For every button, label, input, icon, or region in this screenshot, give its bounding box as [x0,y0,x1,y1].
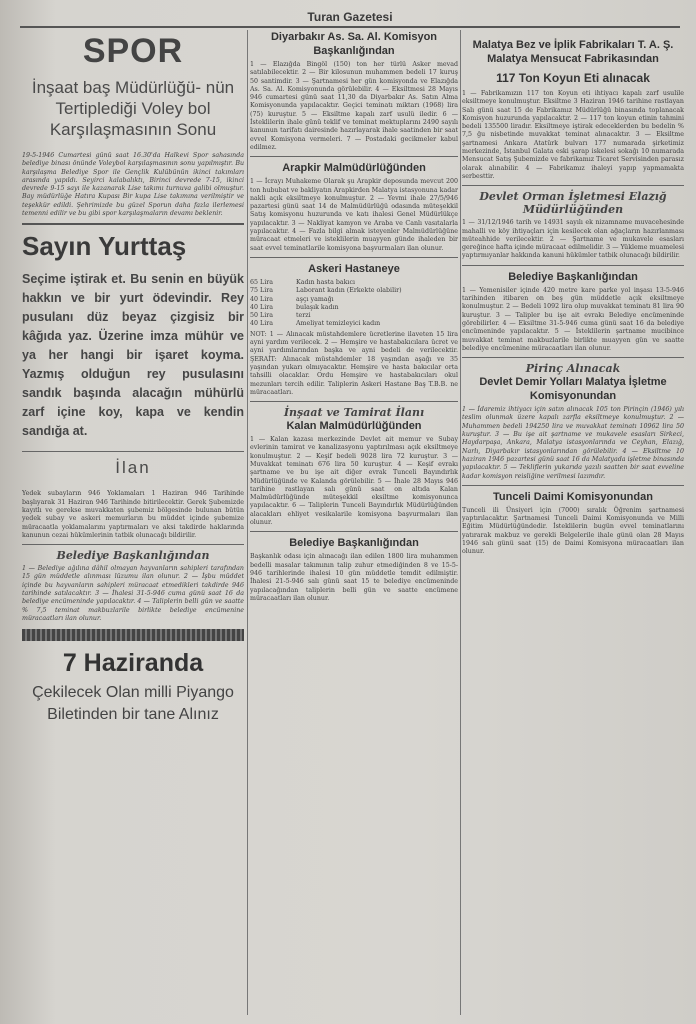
kalan-article: 1 — Kalan kazası merkezinde Devlet ait memur ve Subay evlerinin tamirat ve kanalizasyonu yaptırılması açık eksiltmeye konulmuştur. 2 — Keşif bedeli 9028 lira 72 kuruştur. 3 — Muvakkat teminatı 676 lira 50 kuruştur. 4 — Keşif evrakı şartname ve bu işe ait diğer evrak Tunceli Bayındırlık Müdürlüğünde ve Kalanda görülebilir. 5 — İhale 28 Mayıs 946 tarihine rastlayan salı günü saat on altıda Kalan Malmüdürlüğünde müteşekkil eksiltme komisyonunca yapılacaktır. 6 — Taliplerin Tunceli Bayındırlık Müdürlüğünden alacakları ehliyet vesikalarile komisyona başvurmaları ilan olunur. [250,436,458,527]
belediye3-heading: Belediye Başkanlığından [508,270,638,283]
diyarbakir-heading: Diyarbakır As. Sa. Al. Komisyon Başkanlığından [270,31,438,57]
spor-article: 19-5-1946 Cumartesi günü saat 16.30'da Halkevi Spor sahasında belediye binası önünde Voleybol karşılaşmasının sonu yapılmıştır. Bu karşılaşma Belediye Spor ile Gençlik Kulübünün ikinci takımları arasında yapıldı. Seyirci kalabalıktı, Birinci devrede 7-15, ikinci devrede 9-15 sayı ile kazanarak Lise takımı turnuva galibi olmuştur. Bay müdürlüğe Hatıra Kupası Bir kupa Lise takımına verilmiştir ve teşekkür edildi. Şehrimizde bu güzel Sporun daha fazla ilerlemesi temenni edilir ve bu gibi spor karşılaşmaların devamı beklenir. [22,152,244,218]
belediye2-heading: Belediye Başkanlığından [289,537,419,550]
column-divider [247,30,248,1015]
price-position: Ameliyat temizleyici kadın [296,320,381,328]
askeri-price-list [250,279,458,329]
malatya-article: 1 — Fabrikamızın 117 ton Koyun eti ihtiyacı kapalı zarf usulile eksiltmeye konulmuştur. Eksiltme 3 Haziran 1946 tarihine rastlayan Salı günü saat 15 de Fabrikamız Müdürlüğü binasında toplanacak Komisyon huzurunda yapılacaktır. 2 — 117 ton koyun etinin tahmini bedeli 135500 liradır. Eksiltmeye iştirak edeceklerden bu bedelin % 7,5 ğu nisbetinde muvakkat teminat alınacaktır. 3 — Eksiltme şartnamesi Ankara Atatürk bulvarı 177 numarada şirketimiz merkezinde, İstanbul Galata eski şarap iskelesi sokağı 10 numarada Mensucat Satış Şubemizde ve fabrikamız Ticaret Servisinden parasız olarak alınabilir. 4 — Fabrikamız ihaleyi yapıp yapmamakta serbesttir. [462,90,684,180]
malatya-subheading: 117 Ton Koyun Eti alınacak [496,71,650,85]
arapkir-heading: Arapkir Malmüdürlüğünden [282,162,426,175]
tunceli-heading: Tunceli Daimi Komisyonundan [493,490,653,503]
orman-heading: Devlet Orman İşletmesi Elazığ Müdürlüğünden [479,190,667,217]
price-position: Kadın hasta bakıcı [296,278,356,286]
belediye-heading: Belediye Başkanlığından [56,549,210,563]
price-amount: 40 Lira [250,295,273,303]
belediye-article: 1 — Belediye ağılına dâhil olmayan hayvanların sahipleri tarafından 15 gün müddetle alınması lüzumu ilan olunur. 2 — İşbu müddet içinde bu hayvanların sahipleri müracaat etmedikleri takdirde 946 tarihinde satılacaktır. 3 — İhalesi 31-5-946 cuma günü saat 16 da belediye encümeninde yapılacaktır. 4 — Taliplerin belli gün ve saatte % 7,5 teminat makbuzlarile birlikte belediye encümenine müracaatları ilan olunur. [22,565,244,622]
masthead: Turan Gazetesi [307,10,393,24]
decorative-bar [22,629,244,641]
kalan-heading: Kalan Malmüdürlüğünden [286,420,422,433]
yurttas-article: Seçime iştirak et. Bu senin en büyük hakkın ve bir yurt ödevindir. Rey pusulanı düz beyaz çizgisiz bir kâğıda yaz. Üzerine imza mühür ve ya her hangi bir işaret koyma. Yazmış olduğun rey pusulasını sandık başında alacağın mühürlü zarf içine koy, kapa ve kendin sandığa at. [22,272,244,439]
haziran-heading: 7 Haziranda [62,649,204,678]
piyango-text: Çekilecek Olan milli Piyango Biletinden bir tane Alınız [32,684,234,724]
yurttas-heading: Sayın Yurttaş [22,231,187,262]
ddy-heading: Devlet Demir Yolları Malatya İşletme Komisyonundan [479,376,667,403]
diyarbakir-article: 1 — Elazığda Bingöl (150) ton her türlü Asker mevad satılabilecektir. 2 — Bir kilosunun muhammen bedeli 17 kuruş 50 santimdir. 3 — Şartnamesi her gün komisyonda ve Elazığda As. Sa. Al. Komisyonunda görülebilir. 4 — Eksiltmesi 28 Mayıs 946 cumartesi günü saat 11,30 da Diyarbakır As. Satın Alma Komisyonunda yapılacaktır. Geçici teminatı miktarı (1968) lira (75) kuruştur. 5 — Eksiltme kapalı zarf usulü iledir. 6 — İsteklilerin ihale günü teklif ve teminat mektuplarını 2490 sayılı kanunun tarifatı dairesinde hazırlayarak ihale saatinden bir saat evvel Komisyona vermeleri. 7 — Postadaki gecikmeler kabul edilmez. [250,61,458,151]
price-row [250,296,458,304]
column-left [22,30,244,1020]
askeri-article: NOT: 1 — Alınacak müstahdemlere ücretlerine ilaveten 15 lira ayni yardım verilecek. 2 — Hemşire ve hastabakıcılara ücret ve ayni yardımlarından başka ve ayni bedeli de verilecektir. ŞERAİT: Alınacak müstahdemler 18 yaşından aşağı ve 35 yaşından yukarı olmıyacaktır. Hemşire ve hasta bakıcılar orta tahsilli olacaklar. Ordu Hemşire ve hastabakıcıları okul mezunları tercih edilir. Taliplerin Askeri Hastane Baş T.B.B. ne müracaatları. [250,330,458,396]
ilan-article: Yedek subayların 946 Yoklamaları 1 Haziran 946 Tarihinde başlıyarak 31 Haziran 946 Tarihinde bitirilecektir. Gerek Şubemizde kayıtlı ve gerekse muvakkaten şubemiz bölgesinde bulunan bütün yedek subay ve askeri memurların bu müddet içinde şubemize müracaatla yoklamalarını yaptırmaları ve aksi takdirde haklarında kanunun cezai hükümlerinin tatbik olunacağı bildirilir. [22,490,244,539]
spor-heading: SPOR [82,32,184,70]
price-row [250,320,458,328]
price-amount: 40 Lira [250,320,273,328]
ddy-article: 1 — İdaremiz ihtiyacı için satın alınacak 105 ton Pirinçin (1946) yılı teslim olunmak üzere kapalı zarfla eksiltmeye konulmuştur. 2 — Muhammen bedeli 194250 lira ve muvakkat teminatı 10962 lira 50 kuruştur. 3 — Bu işe ait şartname ve mukavele esasları Sirkeci, Haydarpaşa, Ankara, Malatya istasyonlarında ve Ceyhan, Elazığ, Narlı, Diyarbakır istasyonlarından görülebilir. 4 — Eksiltme 10 haziran 1946 pazartesi günü saat 16 da Malatyada işletme binasında yapılacaktır. 5 — Tekliflerin yukarıda yazılı saatten bir saat evveline kadar komisyon reisliğine verilmesi lazımdır. [462,406,684,480]
belediye2-article: Başkanlık odası için alınacağı ilan edilen 1800 lira muhammen bedelli masalar takımının talip zuhur etmediğinden 8 ve 15-5-946 tarihlerinde ihalesi 10 gün müddetle temdit edilmiştir. İhalesi 21-5-946 salı günü saat 15 te belediye encümeninde yapılacağından taliplerin belli gün ve saatte encümene müracaatları ilan olunur. [250,553,458,602]
price-position: bulaşık kadın [296,303,339,311]
pirinc-heading: Pirinç Alınacak [525,362,621,376]
price-amount: 65 Lira [250,278,273,286]
askeri-heading: Askeri Hastaneye [308,262,400,275]
price-position: aşçı yamağı [296,295,334,303]
top-rule [20,26,680,28]
column-middle [250,30,458,1020]
price-amount: 75 Lira [250,287,273,295]
spor-headline: İnşaat baş Müdürlüğü- nün Tertiplediği Voley bol Karşılaşmasının Sonu [31,78,235,139]
price-position: terzi [296,312,311,320]
price-row [250,279,458,287]
column-divider [460,30,461,1015]
arapkir-article: 1 — İcrayı Muhakeme Olarak şu Arapkir deposunda mevcut 200 ton hububat ve bakliyatın Arapkirden Malatya istasyonuna kadar nakli açık eksiltmeye konulmuştur. 2 — Yevmi ihale 27/5/946 pazartesi günü saat 14 de Malmüdürlüğü odasında müteşekkil Satış komisyonu huzurunda ve katı ihalesi Genel Müdürlükçe yapılacaktır. 3 — Nakliyat kamyon ve Araba ve Canlı vasıtalarla yapılacaktır. 4 — Fazla bilgi almak isteyenler Malmüdürlüğüne müracaat etmeleri ve isteklilerin muayyen günde ihaleden bir saat evvel teminatlarile komisyona başvurmaları ilan olunur. [250,178,458,252]
price-amount: 50 Lira [250,312,273,320]
column-right [462,30,684,1020]
price-row [250,304,458,312]
price-row [250,287,458,295]
price-position: Laborant kadın (Erkekte olabilir) [296,287,402,295]
orman-article: 1 — 31/12/1946 tarih ve 14931 sayılı ek nizamname muvacehesinde mahalli ve köy ihtiyaçları için kesilecek olan ağaçların hazırlanması müteahhide verilecektir. 2 — Şartname ve mukavele esasları gereğince hafta içinde müracaat edilmelidir. 3 — Yükleme muamelesi yaptırmıyanlar hakkında kanuni hükümler tatbik olunacağı bildirilir. [462,219,684,260]
insaat-heading: İnşaat ve Tamirat İlanı [283,406,425,420]
tunceli-article: Tunceli ili Ünsiyeri için (7000) sıralık Öğrenim şartnamesi yaptırılacaktır. Şartnamesi Tunceli Daimi Komisyonunda ve Milli Eğitim Müdürlüğündedir. İsteklilerin bugün evvel teminatlarını yatırarak makbuz ve gerekli Belgelerile ihale günü olan 28 Mayıs 1946 salı günü saat (15) de Daimi Komisyona müracaatları ilan olunur. [462,506,684,556]
malatya-heading: Malatya Bez ve İplik Fabrikaları T. A. Ş. Malatya Mensucat Fabrikasından [472,39,674,65]
price-amount: 40 Lira [250,303,273,311]
ilan-heading: İlan [115,458,151,478]
price-row [250,312,458,320]
belediye3-article: 1 — Yemenisiler içinde 420 metre kare parke yol inşası 13-5-946 tarihinden itibaren on beş gün müddetle açık eksiltmeye konulmuştur. 2 — Bedeli 1092 lira olup muvakkat teminatı 81 lira 90 kuruştur. 3 — Talipler bu işe ait evrakı Belediye encümeninde görebilirler. 4 — Eksiltme 31-5-946 cuma günü saat 16 da belediye encümeninde yapılacaktır. 5 — İsteklilerin şartname mucibince muvakkat teminat makbuzlarile birlikte muayyen gün ve saatte belediye encümenine müracaatları ilan olunur. [462,286,684,352]
